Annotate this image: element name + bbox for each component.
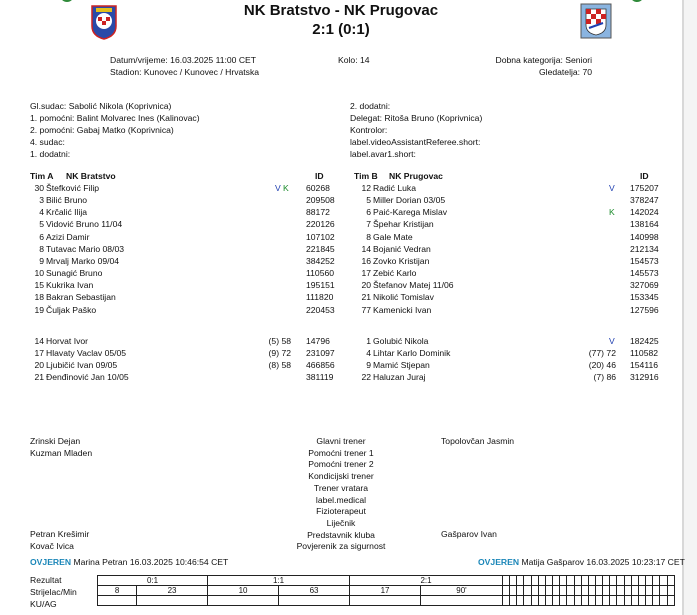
staff-role-4: Kondicijski trener: [308, 471, 374, 482]
team-a-club-representative: Petran Krešimir: [30, 529, 90, 539]
scorer-cell: [502, 586, 509, 596]
team-b-player-name: Lihtar Karlo Dominik: [373, 348, 451, 358]
age-category: Dobna kategorija: Seniori: [495, 55, 592, 65]
staff-role-6: label.medical: [315, 494, 367, 505]
result-cell: [567, 576, 574, 586]
cards-cell: [610, 596, 617, 606]
team-b-name: NK Prugovac: [389, 171, 443, 181]
result-cell: [545, 576, 552, 586]
team-a-shirt-number: 19: [34, 304, 44, 315]
cards-cell: [560, 596, 567, 606]
cards-cell: [596, 596, 603, 606]
result-cell: [581, 576, 588, 586]
team-b-shirt-number: 4: [366, 348, 371, 358]
team-b-player-id: 182425: [630, 336, 659, 346]
result-cell: [646, 576, 653, 586]
team-a-substitution: (9) 72: [268, 348, 291, 358]
cards-cell: [421, 596, 503, 606]
team-b-shirt-number: 6: [366, 207, 371, 218]
scorer-cell: [660, 586, 667, 596]
team-a-player-id: 381119: [306, 372, 334, 382]
team-a-shirt-number: 9: [39, 255, 44, 266]
cards-cell: [208, 596, 279, 606]
cards-cell: [646, 596, 653, 606]
result-cell: [538, 576, 545, 586]
cards-cell: [667, 596, 674, 606]
team-b-shirt-number: 77: [361, 304, 371, 315]
team-a-shirt-number: 4: [39, 207, 44, 218]
cards-cell: [617, 596, 624, 606]
match-title: NK Bratstvo - NK Prugovac: [243, 2, 439, 19]
team-a-player-id: 88172: [306, 207, 330, 218]
team-a-verification: [30, 557, 228, 568]
team-b-player-name: Štefanov Matej 11/06: [373, 280, 454, 291]
team-b-player-name: Zovko Kristijan: [373, 255, 430, 266]
result-grid: [97, 575, 675, 606]
team-a-player-id: 209508: [306, 195, 335, 206]
team-b-player-id: 154573: [630, 255, 659, 266]
team-b-player-id: 138164: [630, 219, 659, 230]
team-b-player-id: 153345: [630, 292, 659, 303]
team-b-player-id: 312916: [630, 372, 659, 382]
staff-role-5: Trener vratara: [313, 482, 369, 493]
cards-cell: [574, 596, 581, 606]
scorer-cell: [581, 586, 588, 596]
team-a-player-id: 107102: [306, 231, 335, 242]
team-a-shirt-number: 21: [34, 372, 44, 382]
scorer-cell: 17: [350, 586, 421, 596]
team-a-player-id: 14796: [306, 336, 330, 346]
staff-role-7: Fizioterapeut: [316, 506, 366, 517]
official-left-4: 4. sudac:: [30, 137, 65, 147]
scorer-cell: [553, 586, 560, 596]
team-a-label: Tim A: [30, 171, 54, 181]
cards-cell: [510, 596, 517, 606]
team-a-shirt-number: 14: [34, 336, 44, 346]
team-b-shirt-number: 12: [361, 183, 371, 193]
team-b-player-name: Špehar Kristijan: [373, 219, 434, 230]
staff-role-10: Povjerenik za sigurnost: [296, 541, 386, 552]
team-b-player-id: 212134: [630, 243, 659, 254]
team-a-player-id: 60268: [306, 183, 330, 193]
result-cell: [596, 576, 603, 586]
scorer-cell: [545, 586, 552, 596]
result-cell: [638, 576, 645, 586]
score-cell: 2:1: [350, 576, 503, 586]
team-b-player-id: 175207: [630, 183, 659, 193]
team-b-label: Tim B: [354, 171, 378, 181]
scorer-cell: [624, 586, 631, 596]
stadium: Stadion: Kunovec / Kunovec / Hrvatska: [110, 67, 260, 77]
scorer-row-label: Strijelac/Min: [30, 587, 77, 597]
team-a-player-name: Štefković Filip: [46, 183, 100, 193]
scorer-cell: [617, 586, 624, 596]
team-a-shirt-number: 10: [34, 268, 44, 279]
scorer-cell: [646, 586, 653, 596]
result-cell: [524, 576, 531, 586]
team-a-player-name: Kukrika Ivan: [46, 280, 94, 291]
team-a-player-name: Krčalić Ilija: [46, 207, 88, 218]
result-cell: [603, 576, 610, 586]
result-cell: [574, 576, 581, 586]
cards-cell: [660, 596, 667, 606]
round: Kolo: 14: [338, 55, 370, 65]
team-b-id-header: ID: [640, 171, 649, 181]
result-cell: [510, 576, 517, 586]
cards-cell: [517, 596, 524, 606]
cards-cell: [350, 596, 421, 606]
result-cell: [517, 576, 524, 586]
cards-cell: [581, 596, 588, 606]
team-a-player-id: 221845: [306, 243, 335, 254]
team-b-substitution: (20) 46: [588, 360, 616, 370]
team-a-shirt-number: 5: [39, 219, 44, 230]
page-gutter: [684, 0, 697, 615]
cards-cell: [624, 596, 631, 606]
team-b-player-id: 140998: [630, 231, 659, 242]
goalkeeper-marker: V: [609, 183, 615, 193]
team-b-player-id: 327069: [630, 280, 659, 291]
team-a-verification-text: Marina Petran 16.03.2025 10:46:54 CET: [73, 557, 229, 567]
scorer-cell: 90': [421, 586, 503, 596]
team-a-player-name: Bakran Sebastijan: [46, 292, 116, 303]
team-a-player-name: Mrvalj Marko 09/04: [46, 255, 120, 266]
result-cell: [667, 576, 674, 586]
scorer-cell: [638, 586, 645, 596]
cards-cell: [588, 596, 595, 606]
scorer-cell: 10: [208, 586, 279, 596]
team-b-player-id: 145573: [630, 268, 659, 279]
team-b-shirt-number: 21: [361, 292, 371, 303]
team-a-player-name: Čuljak Paško: [46, 304, 97, 315]
team-a-shirt-number: 6: [39, 231, 44, 242]
official-right-2: Delegat: Ritoša Bruno (Koprivnica): [350, 113, 483, 123]
team-b-substitution: (7) 86: [593, 372, 616, 382]
team-b-verification: [478, 557, 685, 568]
team-a-player-id: 466856: [306, 360, 335, 370]
scorer-cell: [510, 586, 517, 596]
official-right-1: 2. dodatni:: [350, 101, 391, 111]
team-b-player-id: 378247: [630, 195, 659, 206]
team-a-player-id: 231097: [306, 348, 335, 358]
team-a-shirt-number: 17: [34, 348, 44, 358]
team-b-player-name: Paić-Karega Mislav: [373, 207, 448, 218]
cards-cell: [98, 596, 137, 606]
scorer-cell: [631, 586, 638, 596]
team-b-shirt-number: 5: [366, 195, 371, 206]
official-left-3: 2. pomoćni: Gabaj Matko (Koprivnica): [30, 125, 174, 135]
team-b-shirt-number: 7: [366, 219, 371, 230]
team-b-head-coach: Topolovčan Jasmin: [441, 436, 515, 446]
team-b-player-name: Mamić Stjepan: [373, 360, 430, 370]
team-a-shirt-number: 3: [39, 195, 44, 206]
team-a-player-name: Azizi Damir: [46, 231, 90, 242]
scorer-cell: [610, 586, 617, 596]
team-a-id-header: ID: [315, 171, 324, 181]
team-a-player-id: 195151: [306, 280, 335, 291]
team-b-verification-text: Matija Gašparov 16.03.2025 10:23:17 CET: [521, 557, 685, 567]
result-cell: [610, 576, 617, 586]
cards-cell: [653, 596, 660, 606]
team-b-shirt-number: 9: [366, 360, 371, 370]
cards-cell: [538, 596, 545, 606]
team-a-name: NK Bratstvo: [66, 171, 116, 181]
result-cell: [624, 576, 631, 586]
team-a-head-coach: Zrinski Dejan: [30, 436, 81, 446]
result-cell: [553, 576, 560, 586]
scorer-cell: [517, 586, 524, 596]
team-a-player-name: Hlavaty Vaclav 05/05: [46, 348, 127, 358]
scorer-cell: [560, 586, 567, 596]
scorer-cell: [596, 586, 603, 596]
team-a-player-name: Horvat Ivor: [46, 336, 89, 346]
cards-cell: [524, 596, 531, 606]
goalkeeper-marker: V: [609, 336, 615, 346]
official-left-5: 1. dodatni:: [30, 149, 71, 159]
team-a-substitution: (5) 58: [268, 336, 291, 346]
result-cell: [502, 576, 509, 586]
scorer-cell: [531, 586, 538, 596]
official-right-4: label.videoAssistantReferee.short:: [350, 137, 481, 147]
team-b-player-name: Miller Dorian 03/05: [373, 195, 446, 206]
cards-cell: [279, 596, 350, 606]
team-b-shirt-number: 1: [366, 336, 371, 346]
scorer-cell: 63: [279, 586, 350, 596]
team-b-shirt-number: 8: [366, 231, 371, 242]
team-a-player-name: Ljubičić Ivan 09/05: [46, 360, 118, 370]
team-b-player-name: Golubić Nikola: [373, 336, 429, 346]
team-a-player-name: Tutavac Mario 08/03: [46, 243, 125, 254]
team-a-player-id: 384252: [306, 255, 335, 266]
team-b-substitution: (77) 72: [588, 348, 616, 358]
attendance: Gledatelja: 70: [538, 67, 592, 77]
team-a-shirt-number: 20: [34, 360, 44, 370]
team-b-shirt-number: 16: [361, 255, 371, 266]
cards-cell: [638, 596, 645, 606]
team-a-player-name: Bilić Bruno: [46, 195, 88, 206]
team-a-player-name: Sunagić Bruno: [46, 268, 103, 279]
team-a-player-id: 220453: [306, 304, 335, 315]
scorer-cell: 23: [137, 586, 208, 596]
scorer-cell: [574, 586, 581, 596]
result-cell: [660, 576, 667, 586]
verified-label: OVJEREN: [478, 557, 520, 567]
team-b-player-name: Bojanić Vedran: [373, 243, 431, 254]
team-b-player-name: Kamenicki Ivan: [373, 304, 432, 315]
team-a-player-id: 110560: [306, 268, 335, 279]
team-b-player-name: Gale Mate: [373, 231, 413, 242]
team-b-player-id: 142024: [630, 207, 659, 218]
captain-marker: K: [283, 183, 289, 193]
team-b-club-representative: Gašparov Ivan: [441, 529, 497, 539]
staff-role-3: Pomoćni trener 2: [308, 459, 374, 470]
result-cell: [560, 576, 567, 586]
scorer-cell: [524, 586, 531, 596]
staff-role-2: Pomoćni trener 1: [308, 447, 374, 458]
team-a-player-id: 220126: [306, 219, 335, 230]
team-a-shirt-number: 15: [34, 280, 44, 291]
score-cell: 0:1: [98, 576, 208, 586]
team-b-player-name: Nikolić Tomislav: [373, 292, 434, 303]
team-a-shirt-number: 30: [34, 183, 44, 193]
official-right-3: Kontrolor:: [350, 125, 388, 135]
scorer-cell: [588, 586, 595, 596]
team-b-shirt-number: 22: [361, 372, 371, 382]
match-score: 2:1 (0:1): [312, 21, 370, 38]
scorer-cell: [603, 586, 610, 596]
staff-role-9: Predstavnik kluba: [307, 529, 375, 540]
team-b-player-name: Radić Luka: [373, 183, 416, 193]
team-b-player-name: Haluzan Juraj: [373, 372, 426, 382]
team-a-shirt-number: 8: [39, 243, 44, 254]
scorer-cell: [567, 586, 574, 596]
team-a-assistant-coach: Kuzman Mladen: [30, 448, 93, 458]
cards-cell: [502, 596, 509, 606]
team-b-shirt-number: 20: [361, 280, 371, 291]
cards-row-label: KU/AG: [30, 599, 57, 609]
scorer-cell: 8: [98, 586, 137, 596]
staff-role-1: Glavni trener: [316, 436, 366, 446]
cards-cell: [553, 596, 560, 606]
team-b-player-id: 127596: [630, 304, 659, 315]
result-cell: [617, 576, 624, 586]
team-a-shirt-number: 18: [34, 292, 44, 303]
cards-cell: [137, 596, 208, 606]
verified-label: OVJEREN: [30, 557, 72, 567]
cards-cell: [567, 596, 574, 606]
captain-marker: K: [609, 207, 615, 218]
goalkeeper-marker: V: [275, 183, 281, 193]
cards-cell: [531, 596, 538, 606]
team-a-security-officer: Kovač Ivica: [30, 541, 74, 551]
staff-role-8: Liječnik: [326, 517, 356, 528]
team-b-shirt-number: 17: [361, 268, 371, 279]
datetime: Datum/vrijeme: 16.03.2025 11:00 CET: [110, 55, 257, 65]
scorer-cell: [653, 586, 660, 596]
scorer-cell: [538, 586, 545, 596]
cards-cell: [545, 596, 552, 606]
result-cell: [588, 576, 595, 586]
cards-cell: [631, 596, 638, 606]
team-b-player-name: Zebić Karlo: [373, 268, 417, 279]
team-a-substitution: (8) 58: [268, 360, 291, 370]
result-cell: [531, 576, 538, 586]
result-row-label: Rezultat: [30, 575, 62, 585]
official-left-2: 1. pomoćni: Balint Molvarec Ines (Kalinovac): [30, 113, 200, 123]
score-cell: 1:1: [208, 576, 350, 586]
team-b-shirt-number: 14: [361, 243, 371, 254]
official-left-1: Gl.sudac: Sabolić Nikola (Koprivnica): [30, 101, 172, 111]
cards-cell: [603, 596, 610, 606]
team-b-player-id: 154116: [630, 360, 659, 370]
scorer-cell: [667, 586, 674, 596]
team-a-player-name: Đenđinović Jan 10/05: [46, 372, 129, 382]
result-cell: [631, 576, 638, 586]
official-right-5: label.avar1.short:: [350, 149, 416, 159]
team-a-player-id: 111820: [306, 292, 334, 303]
result-cell: [653, 576, 660, 586]
team-a-player-name: Vidović Bruno 11/04: [46, 219, 123, 230]
team-b-player-id: 110582: [630, 348, 659, 358]
